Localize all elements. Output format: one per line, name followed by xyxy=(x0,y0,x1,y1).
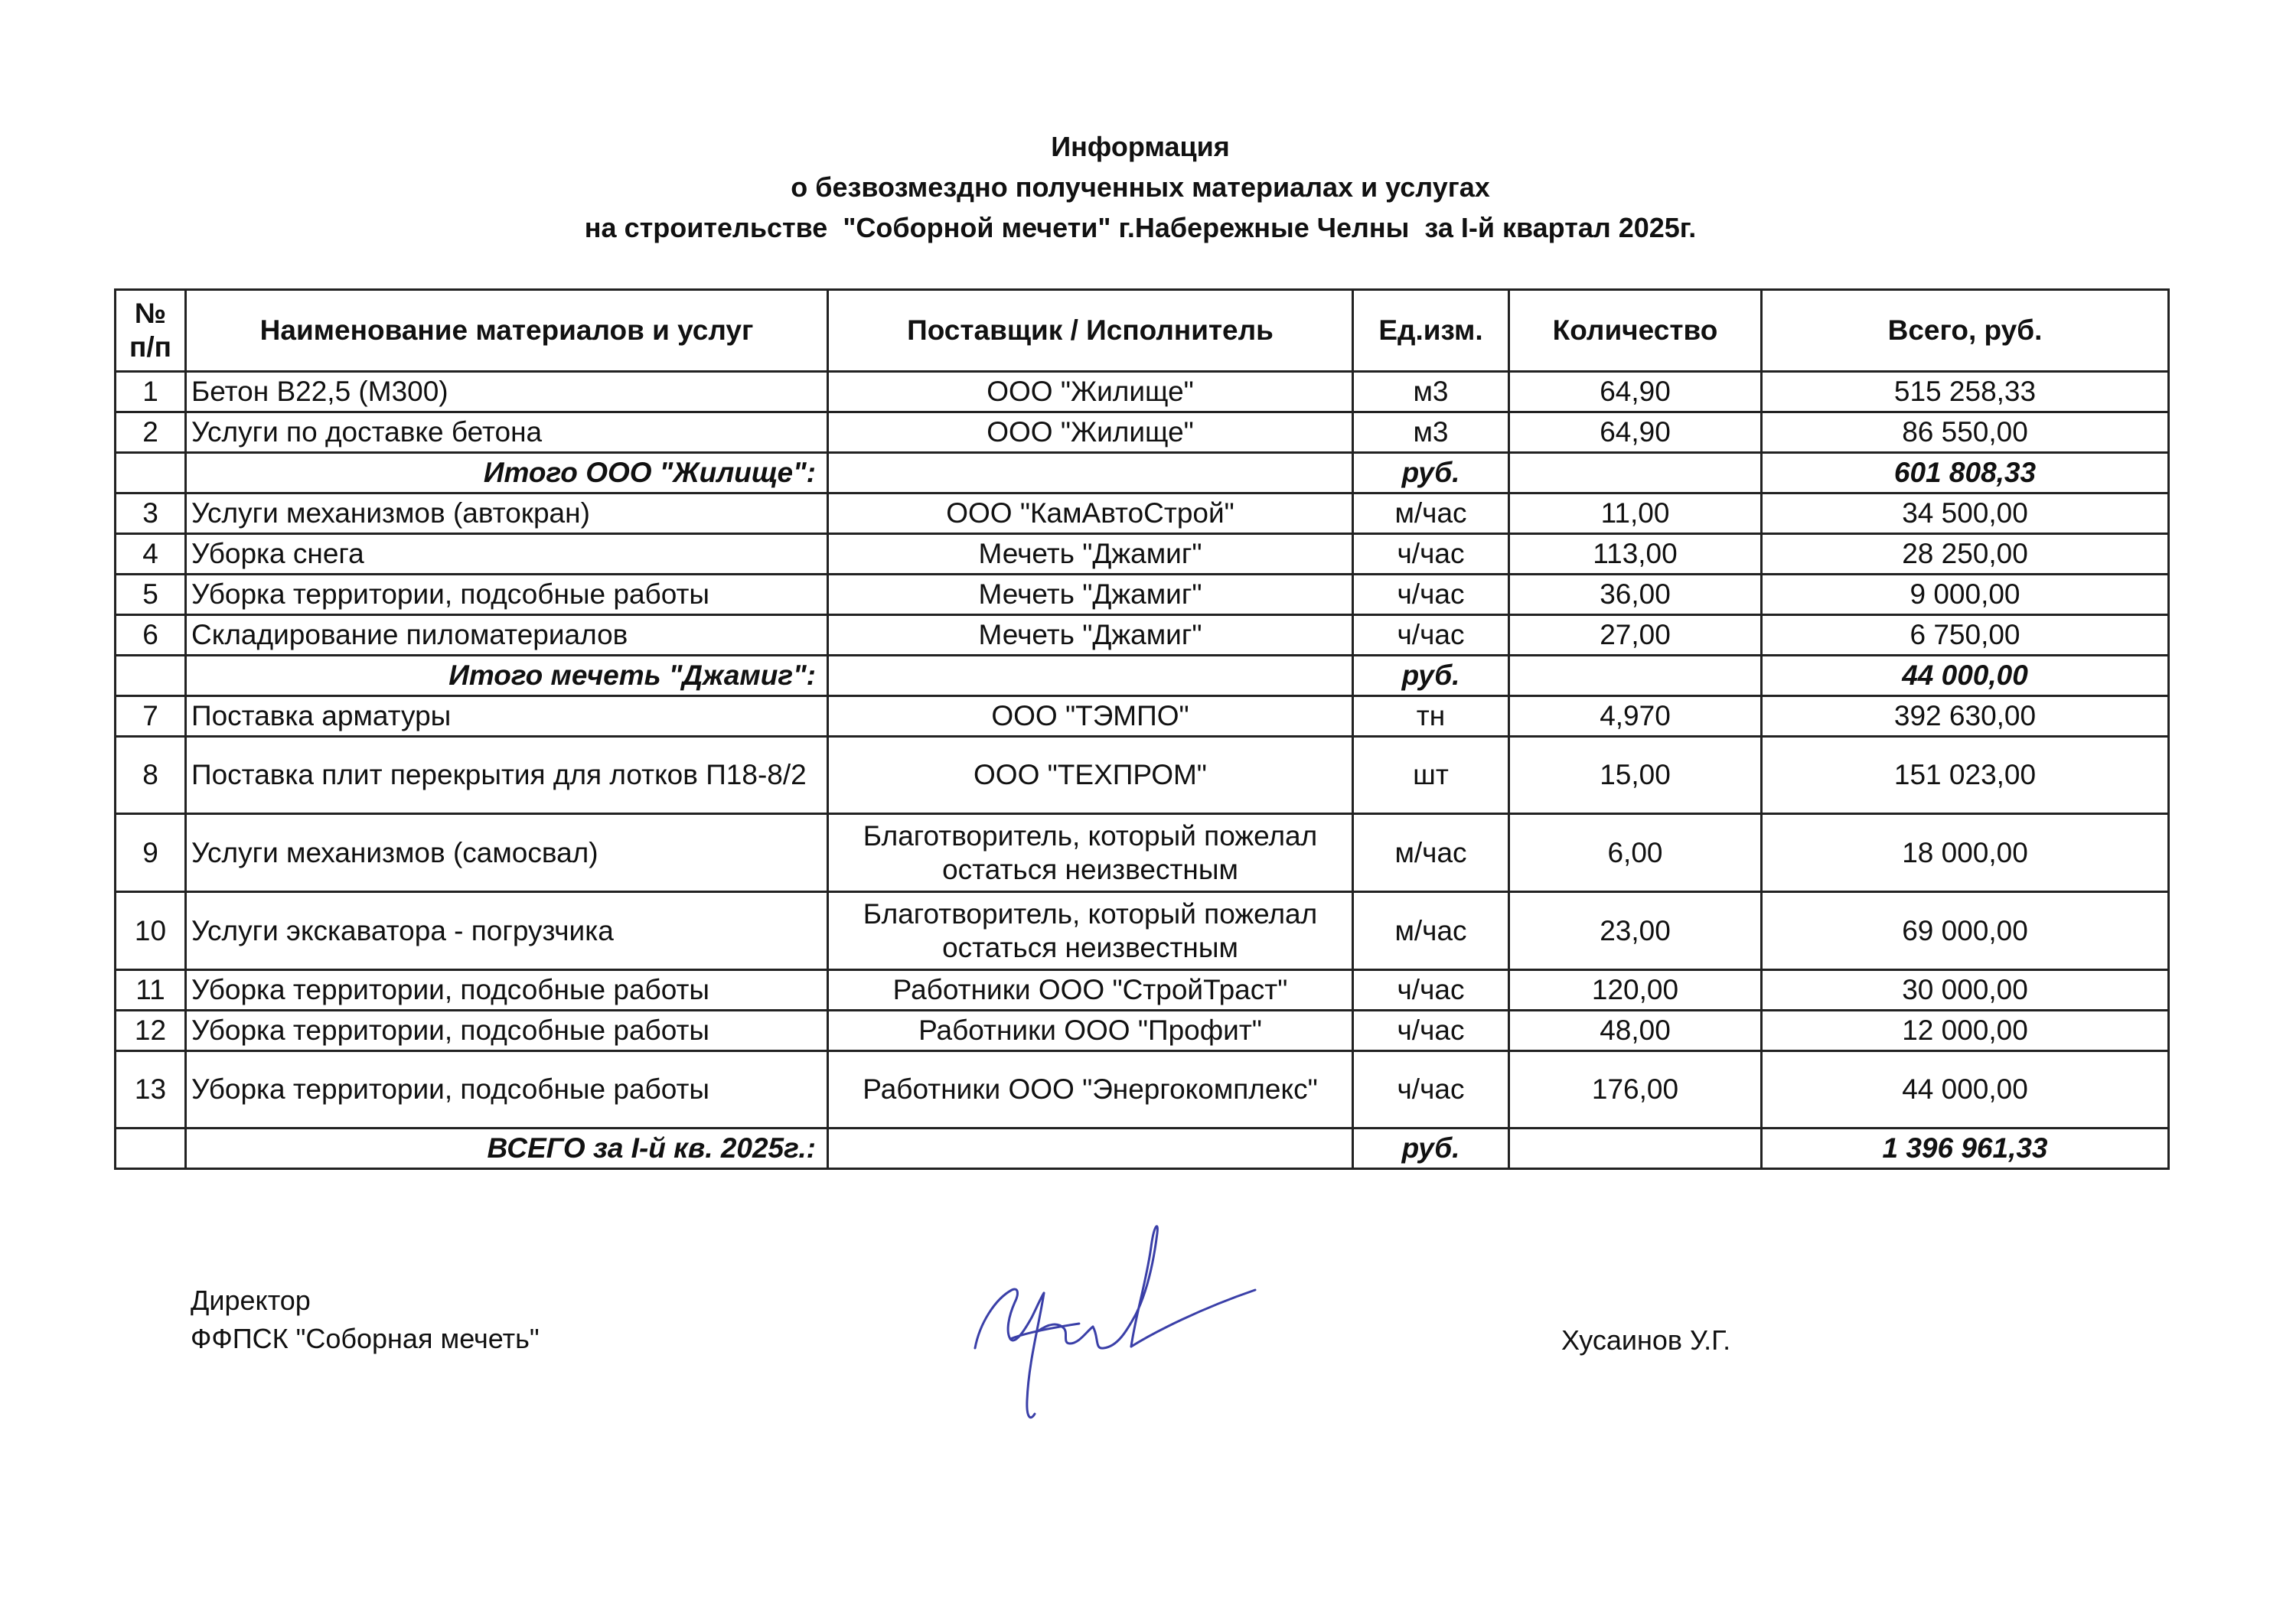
row-unit: ч/час xyxy=(1353,1051,1509,1129)
row-qty: 4,970 xyxy=(1509,696,1762,737)
row-total: 18 000,00 xyxy=(1762,814,2169,892)
header-name: Наименование материалов и услуг xyxy=(186,290,828,372)
row-qty: 64,90 xyxy=(1509,372,1762,412)
row-supplier: ООО "ТЭМПО" xyxy=(828,696,1353,737)
row-supplier: Мечеть "Джамиг" xyxy=(828,534,1353,575)
table-row xyxy=(116,1011,2169,1051)
row-total: 392 630,00 xyxy=(1762,696,2169,737)
row-qty: 6,00 xyxy=(1509,814,1762,892)
row-unit: м/час xyxy=(1353,493,1509,534)
row-qty: 120,00 xyxy=(1509,970,1762,1011)
table-row xyxy=(116,814,2169,892)
row-supplier: Мечеть "Джамиг" xyxy=(828,575,1353,615)
grand-total-unit: руб. xyxy=(1353,1129,1509,1169)
row-name: Уборка территории, подсобные работы xyxy=(186,1051,828,1129)
row-qty: 11,00 xyxy=(1509,493,1762,534)
subtotal-label: Итого ООО "Жилище": xyxy=(186,453,828,493)
subtotal-empty-cell xyxy=(1509,1129,1762,1169)
document-title xyxy=(0,126,2281,248)
row-total: 9 000,00 xyxy=(1762,575,2169,615)
row-num: 6 xyxy=(116,615,186,656)
subtotal-empty-cell xyxy=(1509,453,1762,493)
row-qty: 15,00 xyxy=(1509,737,1762,814)
row-num: 2 xyxy=(116,412,186,453)
subtotal-empty-cell xyxy=(828,1129,1353,1169)
table-row xyxy=(116,615,2169,656)
row-qty: 113,00 xyxy=(1509,534,1762,575)
row-unit: ч/час xyxy=(1353,970,1509,1011)
row-name: Уборка снега xyxy=(186,534,828,575)
signatory-position: Директор xyxy=(191,1285,311,1316)
subtotal-total: 44 000,00 xyxy=(1762,656,2169,696)
row-supplier: ООО "ТЕХПРОМ" xyxy=(828,737,1353,814)
row-num: 13 xyxy=(116,1051,186,1129)
row-name: Уборка территории, подсобные работы xyxy=(186,575,828,615)
row-unit: ч/час xyxy=(1353,1011,1509,1051)
table-row xyxy=(116,892,2169,970)
row-qty: 23,00 xyxy=(1509,892,1762,970)
row-name: Бетон В22,5 (М300) xyxy=(186,372,828,412)
subtotal-empty-cell xyxy=(828,453,1353,493)
row-unit: ч/час xyxy=(1353,575,1509,615)
row-total: 30 000,00 xyxy=(1762,970,2169,1011)
subtotal-unit: руб. xyxy=(1353,453,1509,493)
row-total: 28 250,00 xyxy=(1762,534,2169,575)
subtotal-unit: руб. xyxy=(1353,656,1509,696)
row-qty: 64,90 xyxy=(1509,412,1762,453)
subtotal-label: Итого мечеть "Джамиг": xyxy=(186,656,828,696)
row-num: 3 xyxy=(116,493,186,534)
row-supplier: Работники ООО "СтройТраст" xyxy=(828,970,1353,1011)
signatory-organization: ФФПСК "Соборная мечеть" xyxy=(191,1323,540,1354)
row-num: 12 xyxy=(116,1011,186,1051)
row-unit: ч/час xyxy=(1353,534,1509,575)
subtotal-empty-cell xyxy=(116,656,186,696)
signatory-title-block xyxy=(191,1282,540,1358)
row-supplier: ООО "Жилище" xyxy=(828,412,1353,453)
row-qty: 27,00 xyxy=(1509,615,1762,656)
grand-total-row xyxy=(116,1129,2169,1169)
row-supplier: Благотворитель, который пожелал остаться неизвестным xyxy=(828,892,1353,970)
table-row xyxy=(116,696,2169,737)
row-num: 1 xyxy=(116,372,186,412)
table-row xyxy=(116,575,2169,615)
row-num: 11 xyxy=(116,970,186,1011)
subtotal-empty-cell xyxy=(1509,656,1762,696)
row-name: Складирование пиломатериалов xyxy=(186,615,828,656)
row-name: Уборка территории, подсобные работы xyxy=(186,1011,828,1051)
table-row xyxy=(116,970,2169,1011)
row-name: Поставка плит перекрытия для лотков П18-8/2 xyxy=(186,737,828,814)
table-row xyxy=(116,372,2169,412)
row-name: Поставка арматуры xyxy=(186,696,828,737)
row-unit: м/час xyxy=(1353,892,1509,970)
table-header-row xyxy=(116,290,2169,372)
row-num: 5 xyxy=(116,575,186,615)
subtotal-row-dzhamig xyxy=(116,656,2169,696)
row-total: 86 550,00 xyxy=(1762,412,2169,453)
row-unit: тн xyxy=(1353,696,1509,737)
row-unit: м3 xyxy=(1353,412,1509,453)
header-unit: Ед.изм. xyxy=(1353,290,1509,372)
header-supplier: Поставщик / Исполнитель xyxy=(828,290,1353,372)
row-qty: 36,00 xyxy=(1509,575,1762,615)
table-row xyxy=(116,412,2169,453)
table-row xyxy=(116,534,2169,575)
row-name: Уборка территории, подсобные работы xyxy=(186,970,828,1011)
materials-table xyxy=(114,288,2170,1170)
header-num: № п/п xyxy=(116,290,186,372)
title-line-2: о безвозмездно полученных материалах и услугах xyxy=(791,171,1490,203)
row-unit: шт xyxy=(1353,737,1509,814)
subtotal-empty-cell xyxy=(116,1129,186,1169)
row-num: 4 xyxy=(116,534,186,575)
row-total: 44 000,00 xyxy=(1762,1051,2169,1129)
table-row xyxy=(116,1051,2169,1129)
row-supplier: Мечеть "Джамиг" xyxy=(828,615,1353,656)
row-name: Услуги механизмов (автокран) xyxy=(186,493,828,534)
subtotal-empty-cell xyxy=(116,453,186,493)
title-line-3: на строительстве "Соборной мечети" г.Набережные Челны за I-й квартал 2025г. xyxy=(584,212,1697,243)
row-total: 69 000,00 xyxy=(1762,892,2169,970)
row-name: Услуги по доставке бетона xyxy=(186,412,828,453)
row-name: Услуги механизмов (самосвал) xyxy=(186,814,828,892)
row-total: 12 000,00 xyxy=(1762,1011,2169,1051)
row-supplier: ООО "Жилище" xyxy=(828,372,1353,412)
row-total: 34 500,00 xyxy=(1762,493,2169,534)
row-supplier: Благотворитель, который пожелал остаться неизвестным xyxy=(828,814,1353,892)
table-row xyxy=(116,493,2169,534)
row-supplier: ООО "КамАвтоСтрой" xyxy=(828,493,1353,534)
row-total: 6 750,00 xyxy=(1762,615,2169,656)
row-supplier: Работники ООО "Энергокомплекс" xyxy=(828,1051,1353,1129)
row-num: 9 xyxy=(116,814,186,892)
row-unit: ч/час xyxy=(1353,615,1509,656)
row-num: 10 xyxy=(116,892,186,970)
row-unit: м/час xyxy=(1353,814,1509,892)
handwritten-signature xyxy=(964,1217,1286,1431)
signatory-name: Хусаинов У.Г. xyxy=(1561,1324,1731,1356)
row-name: Услуги экскаватора - погрузчика xyxy=(186,892,828,970)
row-total: 515 258,33 xyxy=(1762,372,2169,412)
subtotal-row-zhilishche xyxy=(116,453,2169,493)
header-qty: Количество xyxy=(1509,290,1762,372)
subtotal-total: 601 808,33 xyxy=(1762,453,2169,493)
grand-total-label: ВСЕГО за I-й кв. 2025г.: xyxy=(186,1129,828,1169)
table-row xyxy=(116,737,2169,814)
row-qty: 176,00 xyxy=(1509,1051,1762,1129)
title-line-1: Информация xyxy=(1051,131,1230,162)
grand-total-value: 1 396 961,33 xyxy=(1762,1129,2169,1169)
row-qty: 48,00 xyxy=(1509,1011,1762,1051)
row-total: 151 023,00 xyxy=(1762,737,2169,814)
row-num: 7 xyxy=(116,696,186,737)
row-unit: м3 xyxy=(1353,372,1509,412)
row-supplier: Работники ООО "Профит" xyxy=(828,1011,1353,1051)
subtotal-empty-cell xyxy=(828,656,1353,696)
row-num: 8 xyxy=(116,737,186,814)
header-total: Всего, руб. xyxy=(1762,290,2169,372)
